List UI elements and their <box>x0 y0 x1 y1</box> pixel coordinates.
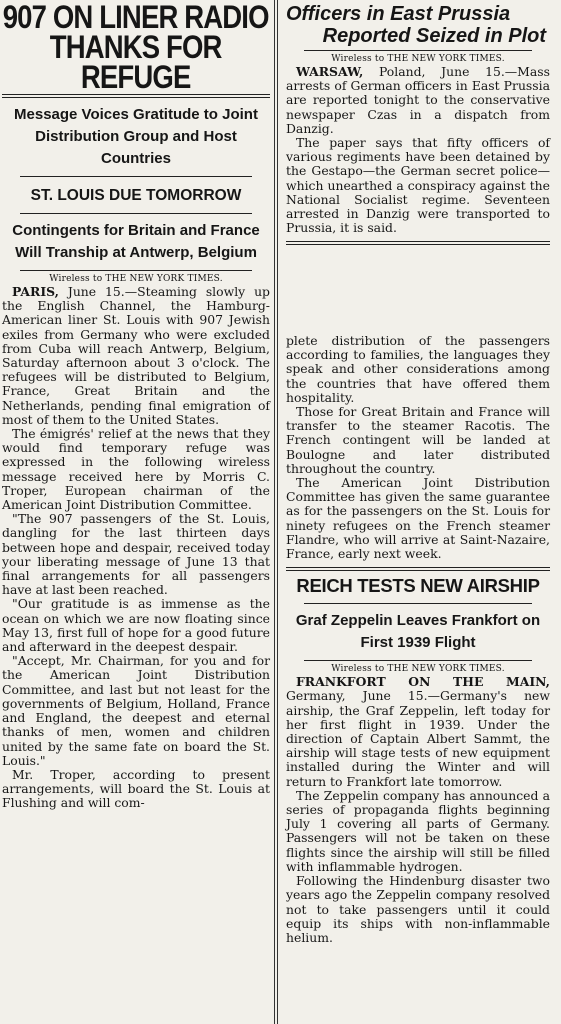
dateline: WARSAW, <box>296 64 364 79</box>
divider <box>20 213 252 214</box>
right-bottom-column <box>280 334 556 945</box>
subhead-st-louis: ST. LOUIS DUE TOMORROW <box>30 187 242 204</box>
article-paragraph: Mr. Troper, according to present arrangements, will board the St. Louis at Flushing and will com- <box>2 766 270 811</box>
prussia-headline-line-2: Reported Seized in Plot <box>322 25 546 47</box>
dateline: PARIS, <box>12 284 59 299</box>
dateline: FRANKFORT ON THE MAIN, <box>296 674 550 690</box>
left-column <box>0 0 274 811</box>
article-paragraph: FRANKFORT ON THE MAIN, Germany, June 15.—Germany's new airship, the Graf Zeppelin, left today for her first flight in 1939. Under the direction of Captain Albert Sammt, the airship will stage tests of new equipment installed during the Winter and will return to Frankfort late tomorrow. <box>286 674 550 789</box>
divider <box>304 660 532 661</box>
airship-deck: Graf Zeppelin Leaves Frankfort on First 1939 Flight <box>295 612 541 652</box>
prussia-headline-line-1: Officers in East Prussia <box>286 3 511 25</box>
article-paragraph: Following the Hindenburg disaster two years ago the Zeppelin company resolved not to take passengers until it could equip its ships with non-inflammable helium. <box>286 873 550 945</box>
deck-contingents: Contingents for Britain and France Will Tranship at Antwerp, Belgium <box>12 222 260 261</box>
main-headline <box>2 0 269 95</box>
wireless-credit: Wireless to THE NEW YORK TIMES. <box>331 54 505 64</box>
article-paragraph: The émigrés' relief at the news that they would find temporary refuge was expressed in the following wireless message received here by Morris C. Troper, European chairman of the American Joint Distribution Committee. <box>2 426 270 513</box>
article-paragraph: "Our gratitude is as immense as the ocean on which we are now floating since May 13, first full of hope for a good future and afterward in the deepest despair. <box>2 596 270 655</box>
wireless-credit: Wireless to THE NEW YORK TIMES. <box>49 274 223 284</box>
continuation-paragraph: Those for Great Britain and France will transfer to the steamer Racotis. The French contingent will be landed at Boulogne and later distributed throughout the country. <box>286 404 550 476</box>
deck-gratitude: Message Voices Gratitude to Joint Distribution Group and Host Countries <box>14 106 258 167</box>
headline-line-2: THANKS FOR REFUGE <box>49 29 222 95</box>
article-paragraph: The Zeppelin company has announced a series of propaganda flights beginning July 1 covering all parts of Germany. Passengers will not be taken on these flights since the airship will still be filled with inflammable hydrogen. <box>286 787 550 874</box>
divider <box>304 50 532 51</box>
article-paragraph: PARIS, June 15.—Steaming slowly up the English Channel, the Hamburg-American liner St. Louis with 907 Jewish exiles from Germany who were excluded from Cuba will reach Antwerp, Belgium, Saturday afternoon about 3 o'clock. The refugees will be distributed to Belgium, France, Great Britain and the Netherlands, pending final emigration of most of them to the United States. <box>2 284 270 427</box>
prussia-headline <box>286 3 550 47</box>
divider <box>20 176 252 177</box>
airship-headline: REICH TESTS NEW AIRSHIP <box>296 575 540 597</box>
article-paragraph: "Accept, Mr. Chairman, for you and for the American Joint Distribution Committee, and last but not least for the governments of Belgium, Holland, France and England, the deepest and eternal thanks of men, women and children united by the same fate on board the St. Louis." <box>2 653 270 768</box>
headline-line-1: 907 ON LINER RADIO <box>2 0 269 35</box>
divider <box>304 603 532 604</box>
column-divider <box>274 0 278 1024</box>
section-rule <box>286 567 550 571</box>
divider <box>20 270 252 271</box>
article-paragraph: The paper says that fifty officers of various regiments have been detained by the Gestapo—the German secret police—which unearthed a conspiracy against the National Socialist regime. Seventeen arrested in Danzig were transported to Prussia, it is said. <box>286 135 550 236</box>
continuation-paragraph: plete distribution of the passengers according to families, the languages they speak and other considerations among the countries that have offered them hospitality. <box>286 333 550 405</box>
right-top-article <box>280 0 556 247</box>
article-paragraph: WARSAW, Poland, June 15.—Mass arrests of German officers in East Prussia are reported tonight to the conservative newspaper Czas in a dispatch from Danzig. <box>286 64 550 136</box>
continuation-paragraph: The American Joint Distribution Committee has given the same guarantee as for the passengers on the St. Louis for ninety refugees on the French steamer Flandre, who will arrive at Saint-Nazaire, France, early next week. <box>286 475 550 562</box>
section-rule <box>286 241 550 245</box>
wireless-credit: Wireless to THE NEW YORK TIMES. <box>331 664 505 675</box>
article-paragraph: "The 907 passengers of the St. Louis, dangling for the last thirteen days between hope and despair, received today your liberating message of June 13 that final arrangements for all passengers have at last been reached. <box>2 511 270 598</box>
